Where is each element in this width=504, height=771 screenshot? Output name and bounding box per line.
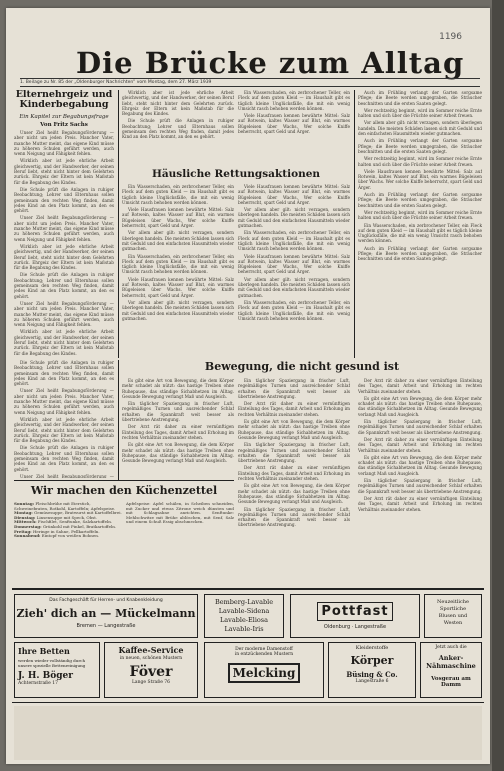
paragraph: Viele Hausfrauen kennen bewährte Mittel: Salz auf Rotwein, kaltes Wasser auf Blut, ein warmes Bügeleisen über Wachs. Wer solche Kniffe beherrscht, spart Geld und Ärger. [238,113,350,135]
ads-rule [12,588,484,590]
paragraph: Die Schule prüft die Anlagen in ruhiger Beobachtung; Lehrer und Elternhaus sollen gemeinsam den rechten Weg finden, damit jedes Kind an den Platz kommt, an den es gehört. [14,186,114,214]
ad-blusen: Neuzeitliche Sportliche Blusen und Westen [424,594,482,638]
paragraph: Es gibt eine Art von Bewegung, die dem Körper mehr schadet als nützt: das hastige Treiben ohne Ruhepause, das ständige Sichabhetzen im Alltag. Gesunde Bewegung verlangt Maß und Ausgleich. [358,395,482,417]
bottom-article-col3 [358,378,482,578]
paragraph: Vor allem aber gilt: nicht verzagen, sondern überlegen handeln. Die meisten Schäden lassen sich mit Geduld und den einfachsten Hausmitteln wieder gutmachen. [238,207,350,229]
menu-day: Donnerstag: Grünkohl mit Pinkel, Bratkartoffeln. [14,523,117,529]
paragraph: Die Schule prüft die Anlagen in ruhiger Beobachtung; Lehrer und Elternhaus sollen gemeinsam den rechten Weg finden, damit jedes Kind an den Platz kommt, an den es gehört. [14,360,114,387]
paragraph: Auch im Frühling verlangt der Garten sorgsame Pflege; die Beete werden umgegraben, die Sträucher beschnitten und die ersten Saaten gelegt. [358,245,482,262]
paragraph: Ein täglicher Spaziergang in frischer Luft, regelmäßiges Turnen und ausreichender Schlaf erhalten die Spannkraft weit besser als übertriebene Anstrengung. [358,478,482,494]
ad-vosgerau: Jetzt auch die Anker-Nähmaschine Vosgerau am Damm [420,642,482,698]
menu-day: Dienstag: Linsensuppe mit Speck, Obst. [14,514,98,520]
paragraph: Es gibt eine Art von Bewegung, die dem Körper mehr schadet als nützt: das hastige Treiben ohne Ruhepause, das ständige Sichabhetzen im Alltag. Gesunde Bewegung verlangt Maß und Ausgleich. [122,378,234,399]
menu-days [14,502,122,582]
paragraph: Viele Hausfrauen kennen bewährte Mittel: Salz auf Rotwein, kaltes Wasser auf Blut, ein warmes Bügeleisen über Wachs. Wer solche Kniffe beherrscht, spart Geld und Ärger. [358,168,482,190]
paragraph: Der Arzt rät daher zu einer vernünftigen Einteilung des Tages, damit Arbeit und Erholung im rechten Verhältnis zueinander stehen. [122,424,234,440]
paragraph: Ein Wasserschaden, ein zerbrochener Teller, ein Fleck auf dem guten Kleid — im Haushalt gibt es täglich kleine Unglücksfälle, die mit ein wenig Umsicht rasch behoben werden können. [122,253,234,275]
paragraph: Ein täglicher Spaziergang in frischer Luft, regelmäßiges Turnen und ausreichender Schlaf erhalten die Spannkraft weit besser als übertriebene Anstrengung. [358,419,482,435]
paragraph: Es gibt eine Art von Bewegung, die dem Körper mehr schadet als nützt: das hastige Treiben ohne Ruhepause, das ständige Sichabhetzen im Alltag. Gesunde Bewegung verlangt Maß und Ausgleich. [122,442,234,464]
paragraph: Unser Ziel heißt Begabungsförderung — aber nicht um jeden Preis. Mancher Vater, manche Mutter meint, das eigene Kind müsse zu höheren Schulen geführt werden, auch wenn Neigung und Fähigkeit fehlen. [14,130,114,157]
left-article-byline: Von Fritz Sachs [40,122,88,128]
paragraph: Ein täglicher Spaziergang in frischer Luft, regelmäßiges Turnen und ausreichender Schlaf erhalten die Spannkraft weit besser als übertriebene Anstrengung. [122,401,234,423]
ads-bottom-rule [12,702,484,703]
left-article-title: Elternehrgeiz und Kinderbegabung [15,89,113,110]
left-lower-text [14,360,114,478]
paragraph: Ein Wasserschaden, ein zerbrochener Teller, ein Fleck auf dem guten Kleid — im Haushalt gibt es täglich kleine Unglücksfälle, die mit ein wenig Umsicht rasch behoben werden können. [238,230,350,252]
paragraph: Ein täglicher Spaziergang in frischer Luft, regelmäßiges Turnen und ausreichender Schlaf erhalten die Spannkraft weit besser als übertriebene Anstrengung. [238,506,350,528]
paragraph: Vor allem aber gilt: nicht verzagen, sondern überlegen handeln. Die meisten Schäden lassen sich mit Geduld und den einfachsten Hausmitteln wieder gutmachen. [122,299,234,321]
paragraph: Die Schule prüft die Anlagen in ruhiger Beobachtung; Lehrer und Elternhaus sollen gemeinsam den rechten Weg finden, damit jedes Kind an den Platz kommt, an den es gehört. [122,118,234,140]
intro-text-right [238,90,350,164]
paragraph: Auch im Frühling verlangt der Garten sorgsame Pflege; die Beete werden umgegraben, die Sträucher beschnitten und die ersten Saaten gelegt. [358,90,482,106]
paragraph: Es gibt eine Art von Bewegung, die dem Körper mehr schadet als nützt: das hastige Treiben ohne Ruhepause, das ständige Sichabhetzen im Alltag. Gesunde Bewegung verlangt Maß und Ausgleich. [238,419,350,440]
paragraph: Auch im Frühling verlangt der Garten sorgsame Pflege; die Beete werden umgegraben, die Sträucher beschnitten und die ersten Saaten gelegt. [358,192,482,208]
menu-day: Sonnabend: Eintopf von weißen Bohnen. [14,533,100,539]
section-rule [14,480,234,481]
paragraph: Ein täglicher Spaziergang in frischer Luft, regelmäßiges Turnen und ausreichender Schlaf erhalten die Spannkraft weit besser als übertriebene Anstrengung. [238,442,350,464]
paragraph: Viele Hausfrauen kennen bewährte Mittel: Salz auf Rotwein, kaltes Wasser auf Blut, ein warmes Bügeleisen über Wachs. Wer solche Kniffe beherrscht, spart Geld und Ärger. [122,207,234,229]
paragraph: Der Arzt rät daher zu einer vernünftigen Einteilung des Tages, damit Arbeit und Erholung im rechten Verhältnis zueinander stehen. [358,495,482,512]
paragraph: Ein Wasserschaden, ein zerbrochener Teller, ein Fleck auf dem guten Kleid — im Haushalt gibt es täglich kleine Unglücksfälle, die mit ein wenig Umsicht rasch behoben werden können. [122,184,234,205]
newspaper-page [6,8,490,764]
paragraph: Der Arzt rät daher zu einer vernünftigen Einteilung des Tages, damit Arbeit und Erholung im rechten Verhältnis zueinander stehen. [238,401,350,417]
paragraph: Wer rechtzeitig beginnt, wird im Sommer reiche Ernte halten und sich über die Früchte seiner Arbeit freuen. [358,209,482,221]
center-article-col2 [238,184,350,358]
menu-recipes: Apfelspeise: Äpfel schälen, in Scheiben schneiden, mit Zucker und etwas Zitrone weich dünsten und mit Schlagsahne anrichten. Senftunke: Mehlschwitze mit Brühe ablöschen, mit Senf, Salz und einem Schuß Essig abschmecken. [126,502,234,525]
bottom-article-title: Bewegung, die nicht gesund ist [204,360,400,373]
brand-logo: Melcking [228,663,301,683]
paragraph: Auch im Frühling verlangt der Garten sorgsame Pflege; die Beete werden umgegraben, die Sträucher beschnitten und die ersten Saaten gelegt. [358,138,482,154]
paragraph: Wirklich aber ist jede ehrliche Arbeit gleichwertig, und der Handwerker, der seinen Beruf liebt, steht nicht hinter dem Gelehrten zurück. Ehrgeiz der Eltern ist kein Maßstab für die Begabung des Kindes. [14,416,114,444]
paragraph: Ein Wasserschaden, ein zerbrochener Teller, ein Fleck auf dem guten Kleid — im Haushalt gibt es täglich kleine Unglücksfälle, die mit ein wenig Umsicht rasch behoben werden können. [238,299,350,321]
menu-day: Mittwoch: Fischfilet, Senftunke, Salzkartoffeln. [14,519,113,525]
paragraph: Der Arzt rät daher zu einer vernünftigen Einteilung des Tages, damit Arbeit und Erholung im rechten Verhältnis zueinander stehen. [238,465,350,482]
paragraph: Wirklich aber ist jede ehrliche Arbeit gleichwertig, und der Handwerker, der seinen Beruf liebt, steht nicht hinter dem Gelehrten zurück. Ehrgeiz der Eltern ist kein Maßstab für die Begabung des Kindes. [122,90,234,117]
menu-day: Freitag: Heringe in Sahne, Pellkartoffeln. [14,528,100,534]
menu-day: Montag: Gemüsesuppe, Bratwurst mit Kartoffelbrei. [14,510,122,516]
paragraph: Die Schule prüft die Anlagen in ruhiger Beobachtung; Lehrer und Elternhaus sollen gemeinsam den rechten Weg finden, damit jedes Kind an den Platz kommt, an den es gehört. [14,272,114,299]
left-article-body [14,130,114,358]
paragraph: Der Arzt rät daher zu einer vernünftigen Einteilung des Tages, damit Arbeit und Erholung im rechten Verhältnis zueinander stehen. [358,378,482,394]
column-rule [118,360,119,480]
page-number: 1196 [439,32,462,42]
paragraph: Wirklich aber ist jede ehrliche Arbeit gleichwertig, und der Handwerker, der seinen Beruf liebt, steht nicht hinter dem Gelehrten zurück. Ehrgeiz der Eltern ist kein Maßstab für die Begabung des Kindes. [14,329,114,356]
ad-mueckelmann: Das Fachgeschäft für Herren- und Knabenkleidung Zieh' dich an — Mückelmann Bremen — Langestraße [14,594,198,638]
paragraph: Vor allem aber gilt: nicht verzagen, sondern überlegen handeln. Die meisten Schäden lassen sich mit Geduld und den einfachsten Hausmitteln wieder gutmachen. [238,276,350,298]
menu-day: Sonntag: Fleischbrühe mit Eierstich, Schweinebraten, Rotkohl, Kartoffeln; Apfelspeise. [14,502,116,511]
paragraph: Unser Ziel heißt Begabungsförderung — aber nicht um jeden Preis. Mancher Vater, manche Mutter meint, das eigene Kind müsse zu höheren Schulen geführt werden, auch wenn Neigung und Fähigkeit fehlen. [14,215,114,242]
menu-title: Wir machen den Küchenzettel [30,484,218,497]
ad-melcking: Der moderne Damenstoff in entzückenden Mustern Melcking [204,642,324,698]
paragraph: Ein Wasserschaden, ein zerbrochener Teller, ein Fleck auf dem guten Kleid — im Haushalt gibt es täglich kleine Unglücksfälle, die mit ein wenig Umsicht rasch behoben werden können. [238,90,350,111]
brand-logo: Pottfast [317,602,392,621]
center-article-col1 [122,184,234,358]
masthead: Die Brücke zum Alltag [76,46,465,80]
intro-text-left [122,90,234,164]
paragraph: Ein Wasserschaden, ein zerbrochener Teller, ein Fleck auf dem guten Kleid — im Haushalt gibt es täglich kleine Unglücksfälle, die mit ein wenig Umsicht rasch behoben werden können. [358,222,482,244]
paragraph: Vor allem aber gilt: nicht verzagen, sondern überlegen handeln. Die meisten Schäden lassen sich mit Geduld und den einfachsten Hausmitteln wieder gutmachen. [122,230,234,252]
ad-foever: Kaffee-Service in neuen, schönen Mustern Föver Lange Straße 76 [104,642,198,698]
ad-buesing: Kleiderstoffe Körper Büsing & Co. Langestraße 6 [328,642,416,698]
left-article-subtitle: Ein Kapitel zur Begabungsfrage [19,114,109,120]
paragraph: Die Schule prüft die Anlagen in ruhiger Beobachtung; Lehrer und Elternhaus sollen gemeinsam den rechten Weg finden, damit jedes Kind an den Platz kommt, an den es gehört. [14,445,114,472]
paragraph: Wirklich aber ist jede ehrliche Arbeit gleichwertig, und der Handwerker, der seinen Beruf liebt, steht nicht hinter dem Gelehrten zurück. Ehrgeiz der Eltern ist kein Maßstab für die Begabung des Kindes. [14,243,114,271]
paragraph: Viele Hausfrauen kennen bewährte Mittel: Salz auf Rotwein, kaltes Wasser auf Blut, ein warmes Bügeleisen über Wachs. Wer solche Kniffe beherrscht, spart Geld und Ärger. [238,253,350,275]
paragraph: Unser Ziel heißt Begabungsförderung — [20,473,114,478]
paragraph: Viele Hausfrauen kennen bewährte Mittel: Salz auf Rotwein, kaltes Wasser auf Blut, ein warmes Bügeleisen über Wachs. Wer solche Kniffe beherrscht, spart Geld und Ärger. [238,184,350,205]
paragraph: Der Arzt rät daher zu einer vernünftigen Einteilung des Tages, damit Arbeit und Erholung im rechten Verhältnis zueinander stehen. [358,436,482,453]
paragraph: Wer rechtzeitig beginnt, wird im Sommer reiche Ernte halten und sich über die Früchte seiner Arbeit freuen. [358,107,482,119]
paragraph: Vor allem aber gilt: nicht verzagen, sondern überlegen handeln. Die meisten Schäden lassen sich mit Geduld und den einfachsten Hausmitteln wieder gutmachen. [358,120,482,137]
bottom-article-col1 [122,378,234,478]
bottom-article-col2 [238,378,350,578]
column-rule [118,90,119,358]
ad-boeger: Ihre Betten werden wieder vollständig durch unsere spezielle Bettenreinigung J. H. Böger Achternstraße 17 [14,642,100,698]
paragraph: Wer rechtzeitig beginnt, wird im Sommer reiche Ernte halten und sich über die Früchte seiner Arbeit freuen. [358,156,482,167]
paragraph: Unser Ziel heißt Begabungsförderung — aber nicht um jeden Preis. Mancher Vater, manche Mutter meint, das eigene Kind müsse zu höheren Schulen geführt werden, auch wenn Neigung und Fähigkeit fehlen. [14,388,114,415]
center-article-title: Häusliche Rettungsaktionen [151,168,321,180]
dateline: 1. Beilage zu Nr. 85 der „Oldenburger Nachrichten“ vom Montag, dem 27. März 1939 [20,78,480,87]
ad-pottfast: Pottfast Oldenburg · Langestraße [290,594,420,638]
paragraph: Unser Ziel heißt Begabungsförderung — aber nicht um jeden Preis. Mancher Vater, manche Mutter meint, das eigene Kind müsse zu höheren Schulen geführt werden, auch wenn Neigung und Fähigkeit fehlen. [14,300,114,328]
binding-edge [492,0,504,771]
right-top-article [358,90,482,358]
paragraph: Ein täglicher Spaziergang in frischer Luft, regelmäßiges Turnen und ausreichender Schlaf erhalten die Spannkraft weit besser als übertriebene Anstrengung. [238,378,350,399]
paragraph: Viele Hausfrauen kennen bewährte Mittel: Salz auf Rotwein, kaltes Wasser auf Blut, ein warmes Bügeleisen über Wachs. Wer solche Kniffe beherrscht, spart Geld und Ärger. [122,276,234,298]
paragraph: Es gibt eine Art von Bewegung, die dem Körper mehr schadet als nützt: das hastige Treiben ohne Ruhepause, das ständige Sichabhetzen im Alltag. Gesunde Bewegung verlangt Maß und Ausgleich. [238,483,350,505]
paragraph: Wirklich aber ist jede ehrliche Arbeit gleichwertig, und der Handwerker, der seinen Beruf liebt, steht nicht hinter dem Gelehrten zurück. Ehrgeiz der Eltern ist kein Maßstab für die Begabung des Kindes. [14,158,114,185]
ad-lavable: Bemberg-Lavable Lavable-Sidena Lavable-Eliosa Lavable-Iris [204,594,284,638]
lower-margin [14,706,482,760]
column-rule [354,90,355,358]
paragraph: Es gibt eine Art von Bewegung, die dem Körper mehr schadet als nützt: das hastige Treiben ohne Ruhepause, das ständige Sichabhetzen im Alltag. Gesunde Bewegung verlangt Maß und Ausgleich. [358,454,482,476]
